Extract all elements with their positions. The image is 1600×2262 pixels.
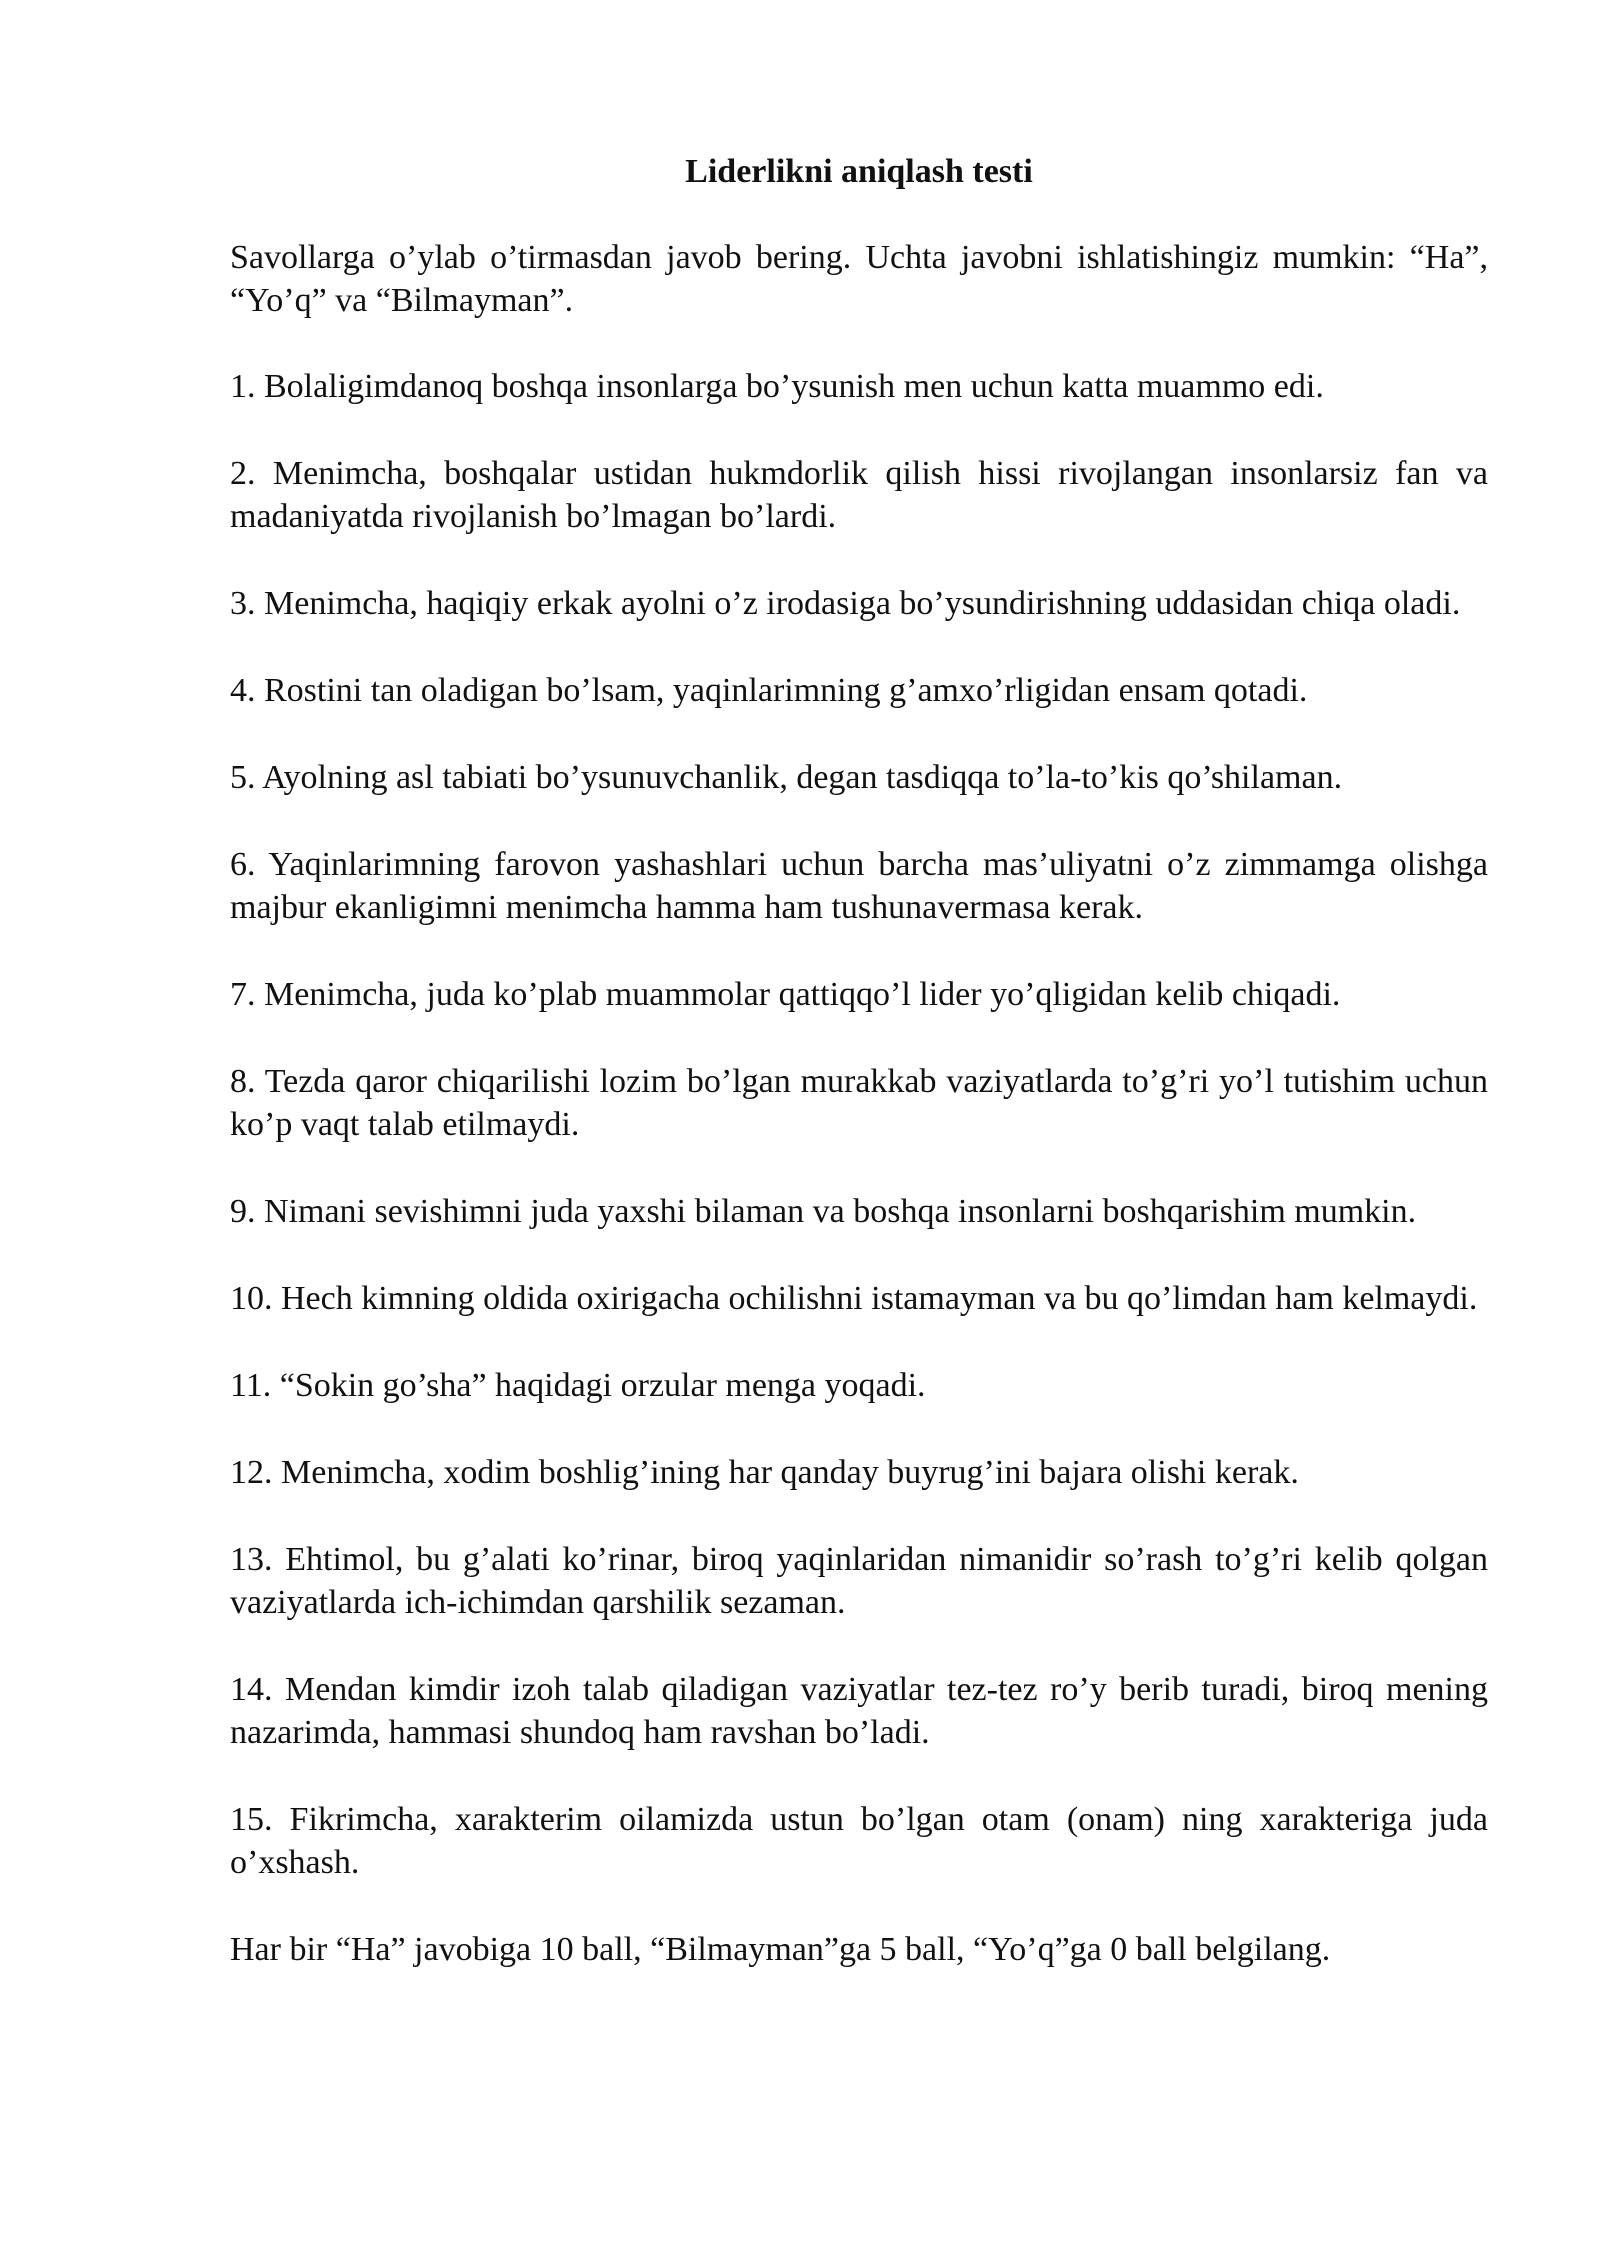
document-page bbox=[230, 150, 1488, 1971]
question-10: 10. Hech kimning oldida oxirigacha ochilishni istamayman va bu qo’limdan ham kelmaydi. bbox=[230, 1280, 1478, 1317]
question-6: 6. Yaqinlarimning farovon yashashlari uchun barcha mas’uliyatni o’z zimmamga olishga majbur ekanligimni menimcha hamma ham tushunavermasa kerak. bbox=[230, 846, 1488, 926]
question-11: 11. “Sokin go’sha” haqidagi orzular menga yoqadi. bbox=[230, 1367, 926, 1404]
question-14: 14. Mendan kimdir izoh talab qiladigan vaziyatlar tez-tez ro’y berib turadi, biroq mening nazarimda, hammasi shundoq ham ravshan bo’ladi. bbox=[230, 1671, 1488, 1751]
question-7: 7. Menimcha, juda ko’plab muammolar qattiqqo’l lider yo’qligidan kelib chiqadi. bbox=[230, 976, 1341, 1013]
question-5: 5. Ayolning asl tabiati bo’ysunuvchanlik, degan tasdiqqa to’la-to’kis qo’shilaman. bbox=[230, 759, 1343, 796]
instructions-paragraph: Savollarga o’ylab o’tirmasdan javob bering. Uchta javobni ishlatishingiz mumkin: “Ha”, “Yo’q” va “Bilmayman”. bbox=[230, 239, 1488, 319]
question-8: 8. Tezda qaror chiqarilishi lozim bo’lgan murakkab vaziyatlarda to’g’ri yo’l tutishim uchun ko’p vaqt talab etilmaydi. bbox=[230, 1063, 1488, 1143]
question-1: 1. Bolaligimdanoq boshqa insonlarga bo’ysunish men uchun katta muammo edi. bbox=[230, 368, 1324, 405]
question-3: 3. Menimcha, haqiqiy erkak ayolni o’z irodasiga bo’ysundirishning uddasidan chiqa oladi. bbox=[230, 585, 1461, 622]
scoring-instructions: Har bir “Ha” javobiga 10 ball, “Bilmayman”ga 5 ball, “Yo’q”ga 0 ball belgilang. bbox=[230, 1931, 1331, 1968]
question-4: 4. Rostini tan oladigan bo’lsam, yaqinlarimning g’amxo’rligidan ensam qotadi. bbox=[230, 672, 1308, 709]
question-13: 13. Ehtimol, bu g’alati ko’rinar, biroq yaqinlaridan nimanidir so’rash to’g’ri kelib qolgan vaziyatlarda ich-ichimdan qarshilik sezaman. bbox=[230, 1541, 1488, 1621]
question-2: 2. Menimcha, boshqalar ustidan hukmdorlik qilish hissi rivojlangan insonlarsiz fan va madaniyatda rivojlanish bo’lmagan bo’lardi. bbox=[230, 455, 1488, 535]
document-title: Liderlikni aniqlash testi bbox=[685, 153, 1033, 190]
question-12: 12. Menimcha, xodim boshlig’ining har qanday buyrug’ini bajara olishi kerak. bbox=[230, 1454, 1299, 1491]
question-9: 9. Nimani sevishimni juda yaxshi bilaman va boshqa insonlarni boshqarishim mumkin. bbox=[230, 1193, 1417, 1230]
question-15: 15. Fikrimcha, xarakterim oilamizda ustun bo’lgan otam (onam) ning xarakteriga juda o’xshash. bbox=[230, 1801, 1488, 1881]
